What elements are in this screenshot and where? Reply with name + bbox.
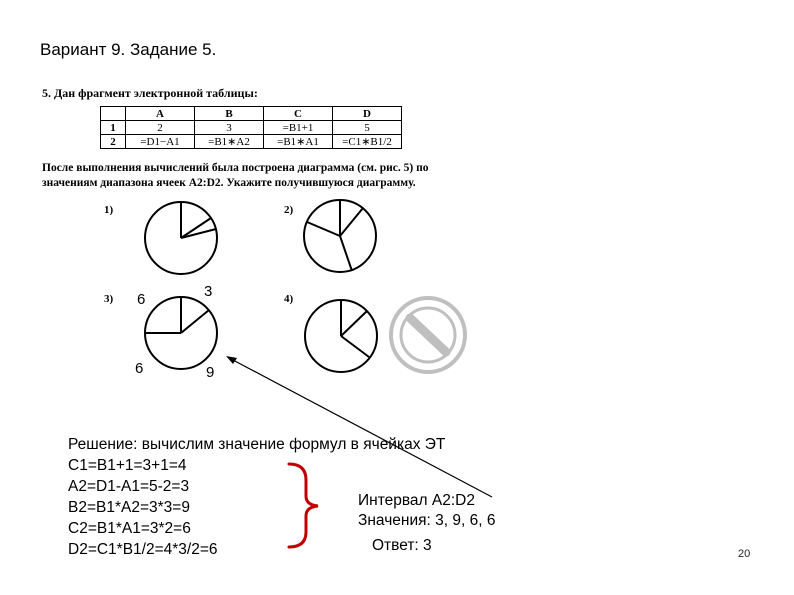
option-4-label: 4) — [284, 293, 294, 305]
pie-divider — [307, 222, 340, 236]
table-cell: =B1+1 — [264, 121, 333, 135]
interval-block — [358, 491, 495, 531]
pie-divider — [341, 311, 367, 336]
arrow-head — [226, 356, 237, 364]
pie-option-3 — [145, 297, 217, 369]
annotation-top-value: 3 — [204, 283, 213, 300]
table-cell: =D1−A1 — [126, 135, 195, 149]
task-description-line: значениям диапазона ячеек A2:D2. Укажите получившуюся диаграмму. — [42, 177, 416, 189]
table-cell: =C1∗B1/2 — [333, 135, 402, 149]
answer-label: Ответ: 3 — [372, 537, 432, 554]
pie-divider — [340, 208, 363, 236]
row-header: 2 — [101, 135, 126, 149]
column-header-b: B — [195, 107, 264, 121]
page-number: 20 — [738, 548, 751, 560]
slide-title: Вариант 9. Задание 5. — [40, 40, 217, 59]
solution-line: D2=C1*B1/2=4*3/2=6 — [68, 541, 218, 558]
solution-line: A2=D1-A1=5-2=3 — [68, 478, 190, 495]
option-3-label: 3) — [104, 293, 114, 305]
column-header-d: D — [333, 107, 402, 121]
solution-heading: Решение: вычислим значение формул в ячейках ЭТ — [68, 436, 446, 453]
values-label: Значения: 3, 9, 6, 6 — [358, 512, 496, 529]
annotation-bottom-left-value: 6 — [135, 360, 144, 377]
solution-line: C2=B1*A1=3*2=6 — [68, 520, 191, 537]
table-cell: =B1∗A2 — [195, 135, 264, 149]
sign-bar — [410, 318, 446, 352]
annotation-left-value: 6 — [137, 291, 146, 308]
row-header: 1 — [101, 121, 126, 135]
interval-label: Интервал A2:D2 — [358, 492, 475, 509]
pie-divider — [341, 336, 369, 357]
option-2-label: 2) — [284, 204, 294, 216]
option-1-label: 1) — [104, 204, 114, 216]
table-cell: 5 — [333, 121, 402, 135]
pie-divider — [340, 236, 352, 271]
pie-option-2 — [304, 200, 376, 272]
table-cell: 2 — [126, 121, 195, 135]
column-header-a: A — [126, 107, 195, 121]
table-cell: =B1∗A1 — [264, 135, 333, 149]
pie-option-1 — [145, 202, 217, 274]
pie-option-4 — [305, 300, 377, 372]
column-header-c: C — [264, 107, 333, 121]
task-description-line: После выполнения вычислений была построена диаграмма (см. рис. 5) по — [42, 162, 429, 174]
forbidden-sign-icon — [391, 298, 465, 372]
task-header: 5. Дан фрагмент электронной таблицы: — [42, 86, 258, 100]
solution-line: C1=B1+1=3+1=4 — [68, 457, 187, 474]
annotation-bottom-right-value: 9 — [206, 364, 215, 381]
table-cell: 3 — [195, 121, 264, 135]
pie-divider — [181, 310, 209, 333]
solution-line: B2=B1*A2=3*3=9 — [68, 499, 190, 516]
